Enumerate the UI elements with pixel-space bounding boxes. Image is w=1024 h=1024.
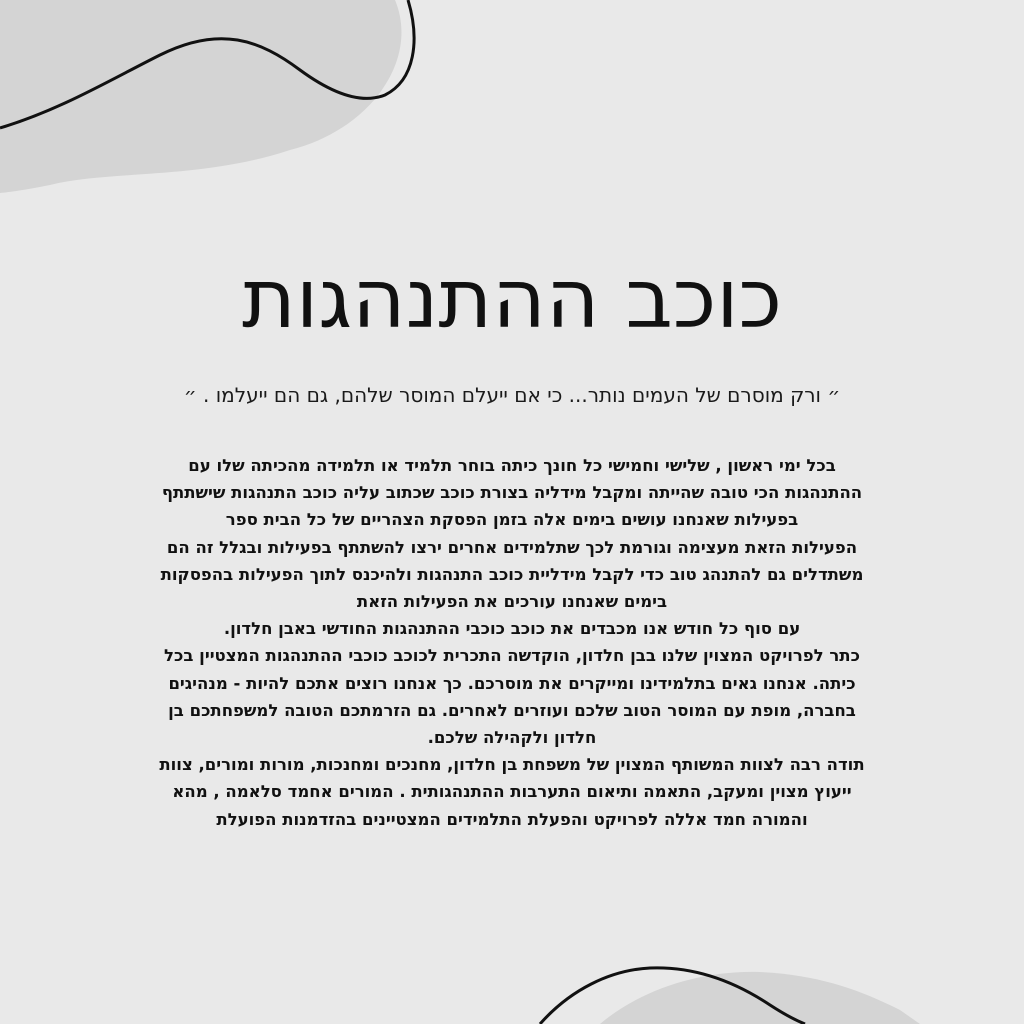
body-line: ייעוץ מצוין ומעקב, התאמה ותיאום התערבות ההתנהגותית . המורים אחמד סלאמה , מהא <box>172 782 852 802</box>
body-line: בימים שאנחנו עורכים את הפעילות הזאת <box>356 592 668 612</box>
bottom-right-blob <box>600 972 920 1024</box>
body-line: ההתנהגות הכי טובה שהייתה ומקבל מידליה בצורת כוכב שכתוב עליה כוכב התנהגות שישתתף <box>161 483 863 503</box>
body-line: בחברה, מופת עם המוסר הטוב שלכם ועוזרים לאחרים. גם הזרמתכם הטובה למשפחתכם בן <box>168 700 856 720</box>
top-left-wave-line <box>0 0 414 128</box>
body-line: חלדון ולקהילה שלכם. <box>427 728 597 748</box>
body-line: הפעילות הזאת מעצימה וגורמת לכך שתלמידים אחרים ירצו להשתתף בפעילות ובגלל זה הם <box>166 537 858 557</box>
body-line: בכל ימי ראשון , שלישי וחמישי כל חונך כיתה בוחר תלמיד או תלמידה מהכיתה שלו עם <box>188 456 836 475</box>
quote-subtitle: ״ ורק מוסרם של העמים נותר... כי אם ייעלם המוסר שלהם, גם הם ייעלמו . ״ <box>183 383 841 407</box>
body-line: תודה רבה לצוות המשותף המצוין של משפחת בן חלדון, מחנכים ומחנכות, מורות ומורים, צוות <box>159 755 865 775</box>
body-line: כתר לפרויקט המצוין שלנו בבן חלדון, הוקדשה התכרית לכוכב כוכבי ההתנהגות המצטיין בכל <box>164 646 860 666</box>
body-text <box>20 452 1004 833</box>
body-line: והמורה חמד אללה לפרויקט והפעלת התלמידים המצטיינים בהזדמנות הפועלת <box>216 809 808 829</box>
body-line: כיתה. אנחנו גאים בתלמידינו ומייקרים את מוסרכם. כך אנחנו רוצים אתכם להיות - מנהיגים <box>168 673 856 693</box>
page-title: כוכב ההתנהגות <box>241 252 782 347</box>
body-line: עם סוף כל חודש אנו מכבדים את כוכב כוכבי ההתנהגות החודשי באבן חלדון. <box>223 619 801 639</box>
body-line: משתדלים גם להתנהג טוב כדי לקבל מידליית כוכב התנהגות ולהיכנס לתוך הפעילות בהפסקות <box>160 564 864 584</box>
body-line: בפעילות שאנחנו עושים בימים אלה בזמן הפסקת הצהריים של כל הבית ספר <box>225 510 799 530</box>
bottom-right-wave-line <box>540 968 805 1024</box>
top-left-blob <box>0 0 401 193</box>
